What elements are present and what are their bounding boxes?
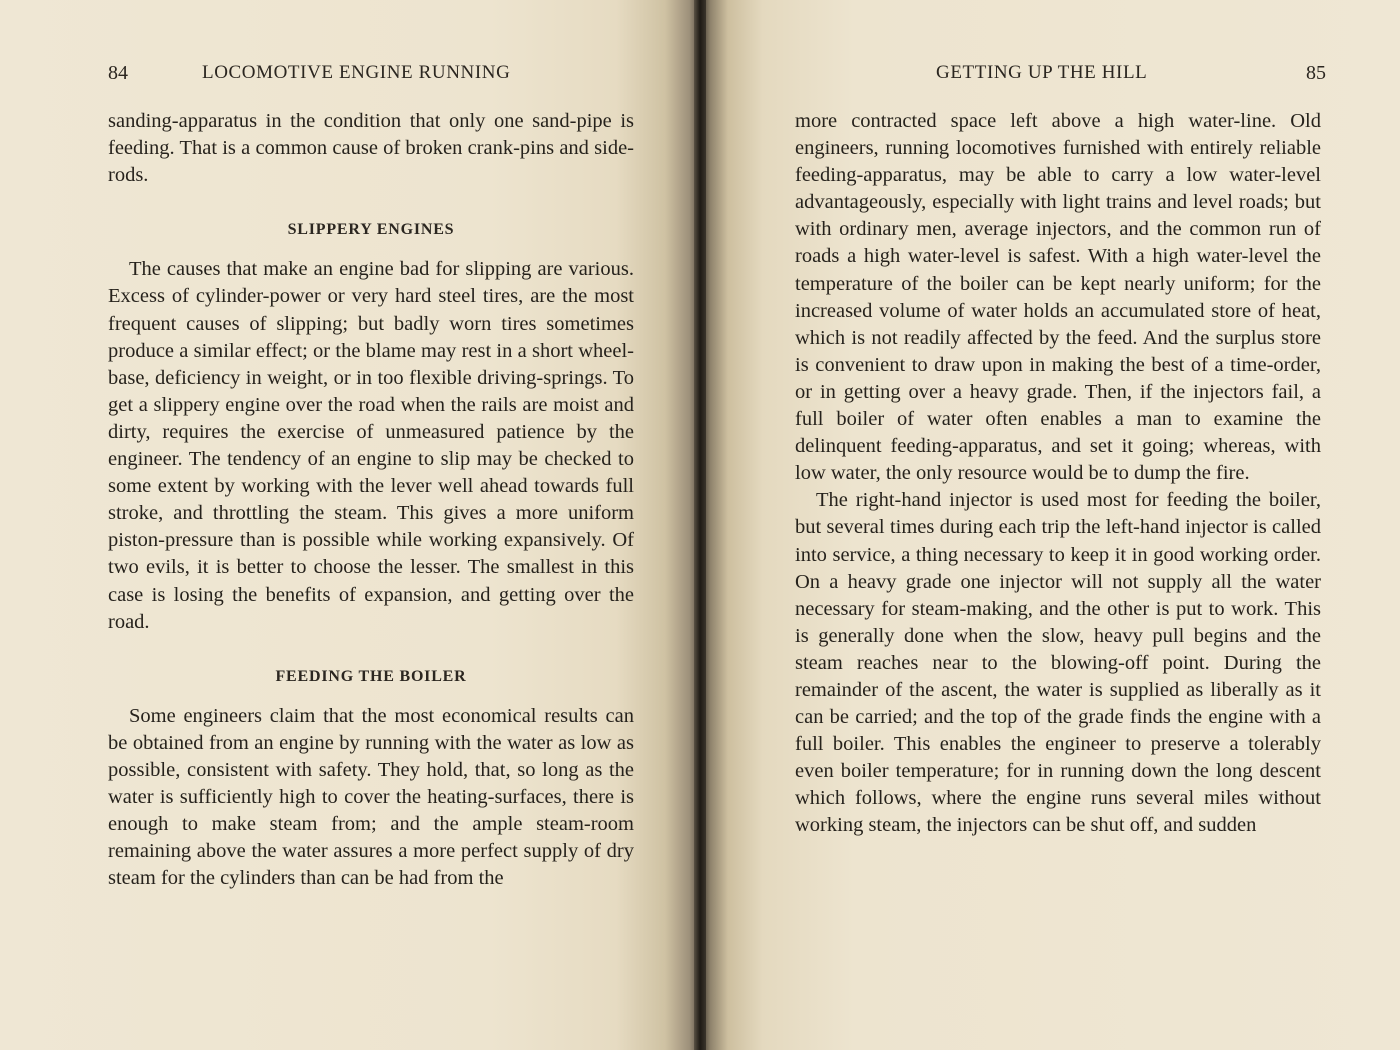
paragraph-continued: more contracted space left above a high water-line. Old engineers, running locomotives furnished with entirely reliable feeding-apparatus, may be able to carry a low water-level advantageously, especially with light trains and level roads; but with ordinary men, average injectors, and the common run of roads a high water-level is safest. With a high water-level the temperature of the boiler can be kept nearly uniform; for the increased volume of water holds an accumulated store of heat, which is not readily affected by the feed. And the surplus store is convenient to draw upon in making the best of a time-order, or in getting over a heavy grade. Then, if the injectors fail, a full boiler of water often enables a man to examine the delinquent feeding-apparatus, and set it going; whereas, with low water, the only resource would be to dump the fire. bbox=[795, 110, 1321, 485]
section-heading-slippery-engines: SLIPPERY ENGINES bbox=[287, 221, 455, 239]
right-text-block bbox=[795, 108, 1321, 840]
paragraph-feeding-the-boiler: Some engineers claim that the most economical results can be obtained from an engine by running with the water as low as possible, consistent with safety. They hold, that, so long as the water is sufficiently high to cover the heating-surfaces, there is enough to make steam from; and the ample steam-room remaining above the water assures a more perfect supply of dry steam for the cylinders than can be had from the bbox=[108, 704, 634, 890]
section-heading-feeding-the-boiler: FEEDING THE BOILER bbox=[275, 667, 467, 685]
right-running-head bbox=[796, 62, 1326, 92]
right-page bbox=[700, 0, 1400, 1050]
book-gutter bbox=[694, 0, 706, 1050]
paragraph-slippery-engines: The causes that make an engine bad for slipping are various. Excess of cylinder-power or very hard steel tires, are the most frequent causes of slipping; but badly worn tires sometimes produce a similar effect; or the blame may rest in a short wheel-base, deficiency in weight, or in too flexible driving-springs. To get a slippery engine over the road when the rails are moist and dirty, requires the exercise of unmeasured patience by the engineer. The tendency of an engine to slip may be checked to some extent by working with the lever well ahead towards full stroke, and throttling the steam. This gives a more uniform piston-pressure than is possible while working expansively. Of two evils, it is better to choose the lesser. The smallest in this case is losing the benefits of expansion, and getting over the road. bbox=[108, 258, 634, 633]
opening-paragraph: sanding-apparatus in the condition that only one sand-pipe is feeding. That is a common cause of broken crank-pins and side-rods. bbox=[108, 110, 634, 187]
running-head-title: GETTING UP THE HILL bbox=[936, 62, 1148, 83]
left-text-block bbox=[108, 108, 634, 892]
paragraph-injectors: The right-hand injector is used most for feeding the boiler, but several times during each trip the left-hand injector is called into service, a thing necessary to keep it in good working order. On a heavy grade one injector will not supply all the water necessary for steam-making, and the other is put to work. This is generally done when the slow, heavy pull begins and the steam reaches near to the blowing-off point. During the remainder of the ascent, the water is supplied as liberally as it can be carried; and the top of the grade finds the engine with a full boiler. This enables the engineer to preserve a tolerably even boiler temperature; for in running down the long descent which follows, where the engine runs several miles without working steam, the injectors can be shut off, and sudden bbox=[795, 489, 1321, 837]
page-number: 85 bbox=[1306, 62, 1326, 84]
left-running-head bbox=[108, 62, 638, 92]
running-head-title: LOCOMOTIVE ENGINE RUNNING bbox=[202, 62, 511, 83]
page-number: 84 bbox=[108, 62, 128, 84]
